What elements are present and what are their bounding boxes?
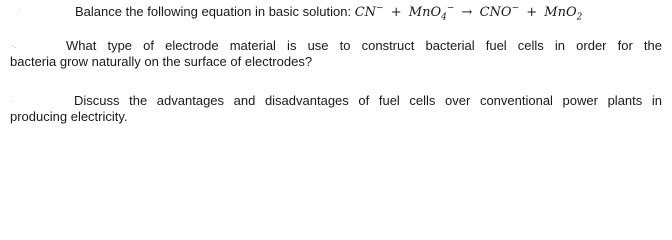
product-2: MnO: [544, 5, 577, 20]
product-1: CNO: [479, 5, 512, 20]
reaction-arrow: →: [461, 5, 473, 20]
question-1-equation: [354, 3, 583, 23]
question-2-line-2: bacteria grow naturally on the surface of electrodes?: [10, 54, 313, 69]
question-3-line-2: producing electricity.: [10, 109, 128, 124]
plus-sign-1: +: [390, 5, 402, 20]
question-1-marker: ·: [18, 7, 21, 14]
question-1-prompt: Balance the following equation in basic solution:: [75, 4, 352, 19]
question-2-marker: ··.: [10, 43, 17, 50]
plus-sign-2: +: [526, 5, 538, 20]
product-2-subscript: 2: [576, 12, 583, 23]
question-2-line-1: What type of electrode material is use to construct bacterial fuel cells in order for the: [66, 38, 662, 53]
reactant-2: MnO: [408, 5, 442, 20]
product-1-charge: −: [511, 3, 520, 14]
question-3-line-1: Discuss the advantages and disadvantages of fuel cells over conventional power plants in: [74, 93, 662, 108]
question-3-marker: ·: [10, 98, 13, 105]
question-1-text: [75, 4, 582, 21]
reactant-1: CN: [354, 5, 377, 20]
reactant-2-subscript: 4: [441, 12, 447, 23]
reactant-1-charge: −: [376, 3, 384, 14]
reactant-2-charge: −: [446, 3, 455, 14]
